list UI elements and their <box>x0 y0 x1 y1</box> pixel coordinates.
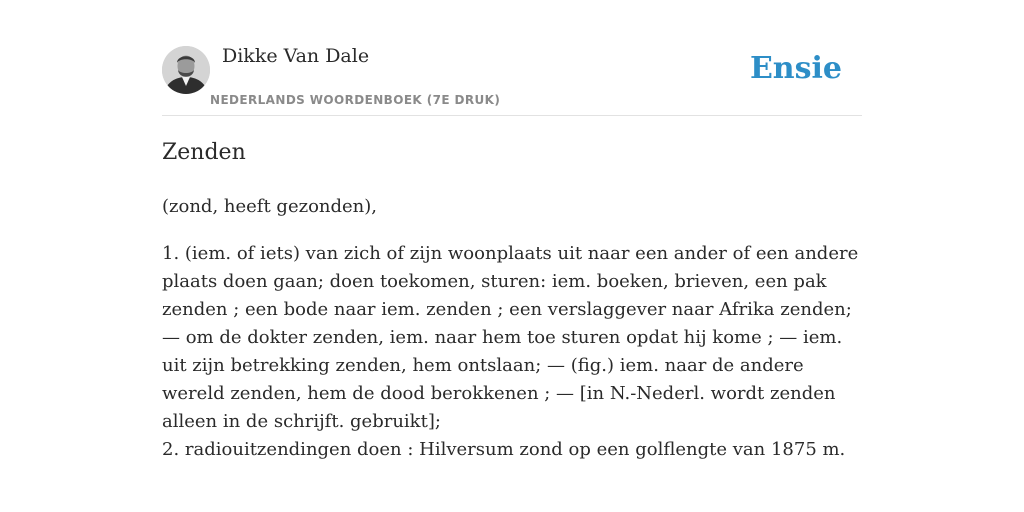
entry-forms: (zond, heeft gezonden), <box>162 196 378 217</box>
definition-1: 1. (iem. of iets) van zich of zijn woonplaats uit naar een ander of een andere plaats doen gaan; doen toekomen, sturen: iem. boeken, brieven, een pak zenden ; een bode naar iem. zenden ; een verslaggever naar Afrika zenden; — om de dokter zenden, iem. naar hem toe sturen opdat hij kome ; — iem. uit zijn betrekking zenden, hem ontslaan; — (fig.) iem. naar de andere wereld zenden, hem de dood berokkenen ; — [in N.-Nederl. wordt zenden alleen in de schrijft. gebruikt]; <box>162 243 859 432</box>
entry-body <box>162 193 868 464</box>
entry-card <box>162 0 862 512</box>
dictionary-source: NEDERLANDS WOORDENBOEK (7E DRUK) <box>210 93 501 107</box>
definition-2: 2. radiouitzendingen doen : Hilversum zond op een golflengte van 1875 m. <box>162 439 846 460</box>
ensie-logo[interactable]: Ensie <box>749 51 842 86</box>
author-name[interactable]: Dikke Van Dale <box>222 45 370 67</box>
entry-title: Zenden <box>162 140 246 165</box>
author-avatar[interactable] <box>162 46 210 94</box>
portrait-icon <box>162 46 210 94</box>
entry-header <box>162 0 862 116</box>
